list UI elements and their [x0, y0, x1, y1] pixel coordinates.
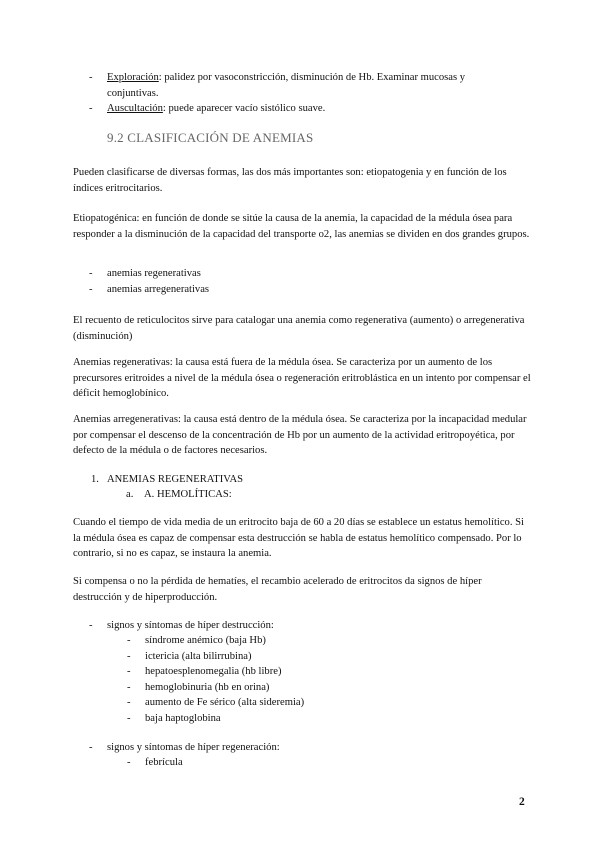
- signs-item: hemoglobinuria (hb en orina): [145, 682, 270, 693]
- paragraph-tiempo-vida: Cuando el tiempo de vida media de un eritrocito baja de 60 a 20 días se establece un estatus hemolítico. Si la médula ósea es capaz de compensar esta destrucción se habla de estatus hemolítico compensado. Por lo contrario, si no es capaz, se instaura la anemia.: [73, 517, 524, 560]
- bullet-dash: -: [127, 697, 131, 708]
- auscultacion-item: [107, 101, 507, 117]
- numbered-index: 1.: [91, 474, 99, 485]
- group-item-regenerativas: anemias regenerativas: [107, 268, 201, 279]
- exploracion-item: [107, 70, 507, 101]
- sub-heading: A. HEMOLÍTICAS:: [144, 489, 232, 500]
- auscultacion-term: Auscultación: [107, 103, 163, 114]
- paragraph-reticulocitos: El recuento de reticulocitos sirve para catalogar una anemia como regenerativa (aumento) o arregenerativa (disminución): [73, 315, 525, 342]
- exploracion-term: Exploración: [107, 72, 159, 83]
- numbered-heading: ANEMIAS REGENERATIVAS: [107, 474, 244, 485]
- exploracion-text: : palidez por vasoconstricción, disminución de Hb. Examinar mucosas y conjuntivas.: [107, 72, 466, 99]
- bullet-dash: -: [127, 682, 131, 693]
- signs-item: síndrome anémico (baja Hb): [145, 635, 266, 646]
- bullet-dash: -: [127, 635, 131, 646]
- paragraph-intro: Pueden clasificarse de diversas formas, las dos más importantes son: etiopatogenia y en función de los índices eritrocitarios.: [73, 167, 507, 194]
- signs-item: baja haptoglobina: [145, 713, 221, 724]
- paragraph-arregenerativas: Anemias arregenerativas: la causa está dentro de la médula ósea. Se caracteriza por la incapacidad medular por compensar el descenso de la concentración de Hb por un aumento de la actividad eritropoyética, por defecto de la médula o de factores necesarios.: [73, 414, 527, 457]
- bullet-dash: -: [89, 268, 93, 279]
- signs-destruccion-label: signos y síntomas de híper destrucción:: [107, 620, 274, 631]
- bullet-dash: -: [127, 713, 131, 724]
- section-title: 9.2 CLASIFICACIÓN DE ANEMIAS: [107, 130, 314, 145]
- bullet-dash: -: [127, 757, 131, 768]
- signs-regeneracion-label: signos y síntomas de híper regeneración:: [107, 742, 280, 753]
- paragraph-compensa: Si compensa o no la pérdida de hematíes, el recambio acelerado de eritrocitos da signos de híper destrucción y de hiperproducción.: [73, 576, 482, 603]
- bullet-dash: -: [127, 666, 131, 677]
- bullet-dash: -: [89, 742, 93, 753]
- bullet-dash: -: [89, 103, 93, 114]
- signs-item: ictericia (alta bilirrubina): [145, 651, 252, 662]
- paragraph-etiopatogenica: Etiopatogénica: en función de donde se sitúe la causa de la anemia, la capacidad de la médula ósea para responder a la disminución de la capacidad del transporte o2, las anemias se dividen en dos grandes grupos.: [73, 213, 530, 240]
- bullet-dash: -: [89, 284, 93, 295]
- auscultacion-text: : puede aparecer vacío sistólico suave.: [162, 103, 326, 114]
- bullet-dash: -: [89, 620, 93, 631]
- page-number: 2: [519, 796, 525, 808]
- bullet-dash: -: [89, 72, 93, 83]
- sub-heading-letter: a.: [126, 489, 134, 500]
- signs-item: febrícula: [145, 757, 183, 768]
- group-item-arregenerativas: anemias arregenerativas: [107, 284, 210, 295]
- signs-item: aumento de Fe sérico (alta sideremia): [145, 697, 305, 708]
- signs-item: hepatoesplenomegalia (hb libre): [145, 666, 282, 677]
- bullet-dash: -: [127, 651, 131, 662]
- paragraph-regenerativas: Anemias regenerativas: la causa está fuera de la médula ósea. Se caracteriza por un aumento de los precursores eritroides a nivel de la médula ósea o regeneración eritroblástica en un intento por compensar el déficit hemoglobínico.: [73, 357, 531, 400]
